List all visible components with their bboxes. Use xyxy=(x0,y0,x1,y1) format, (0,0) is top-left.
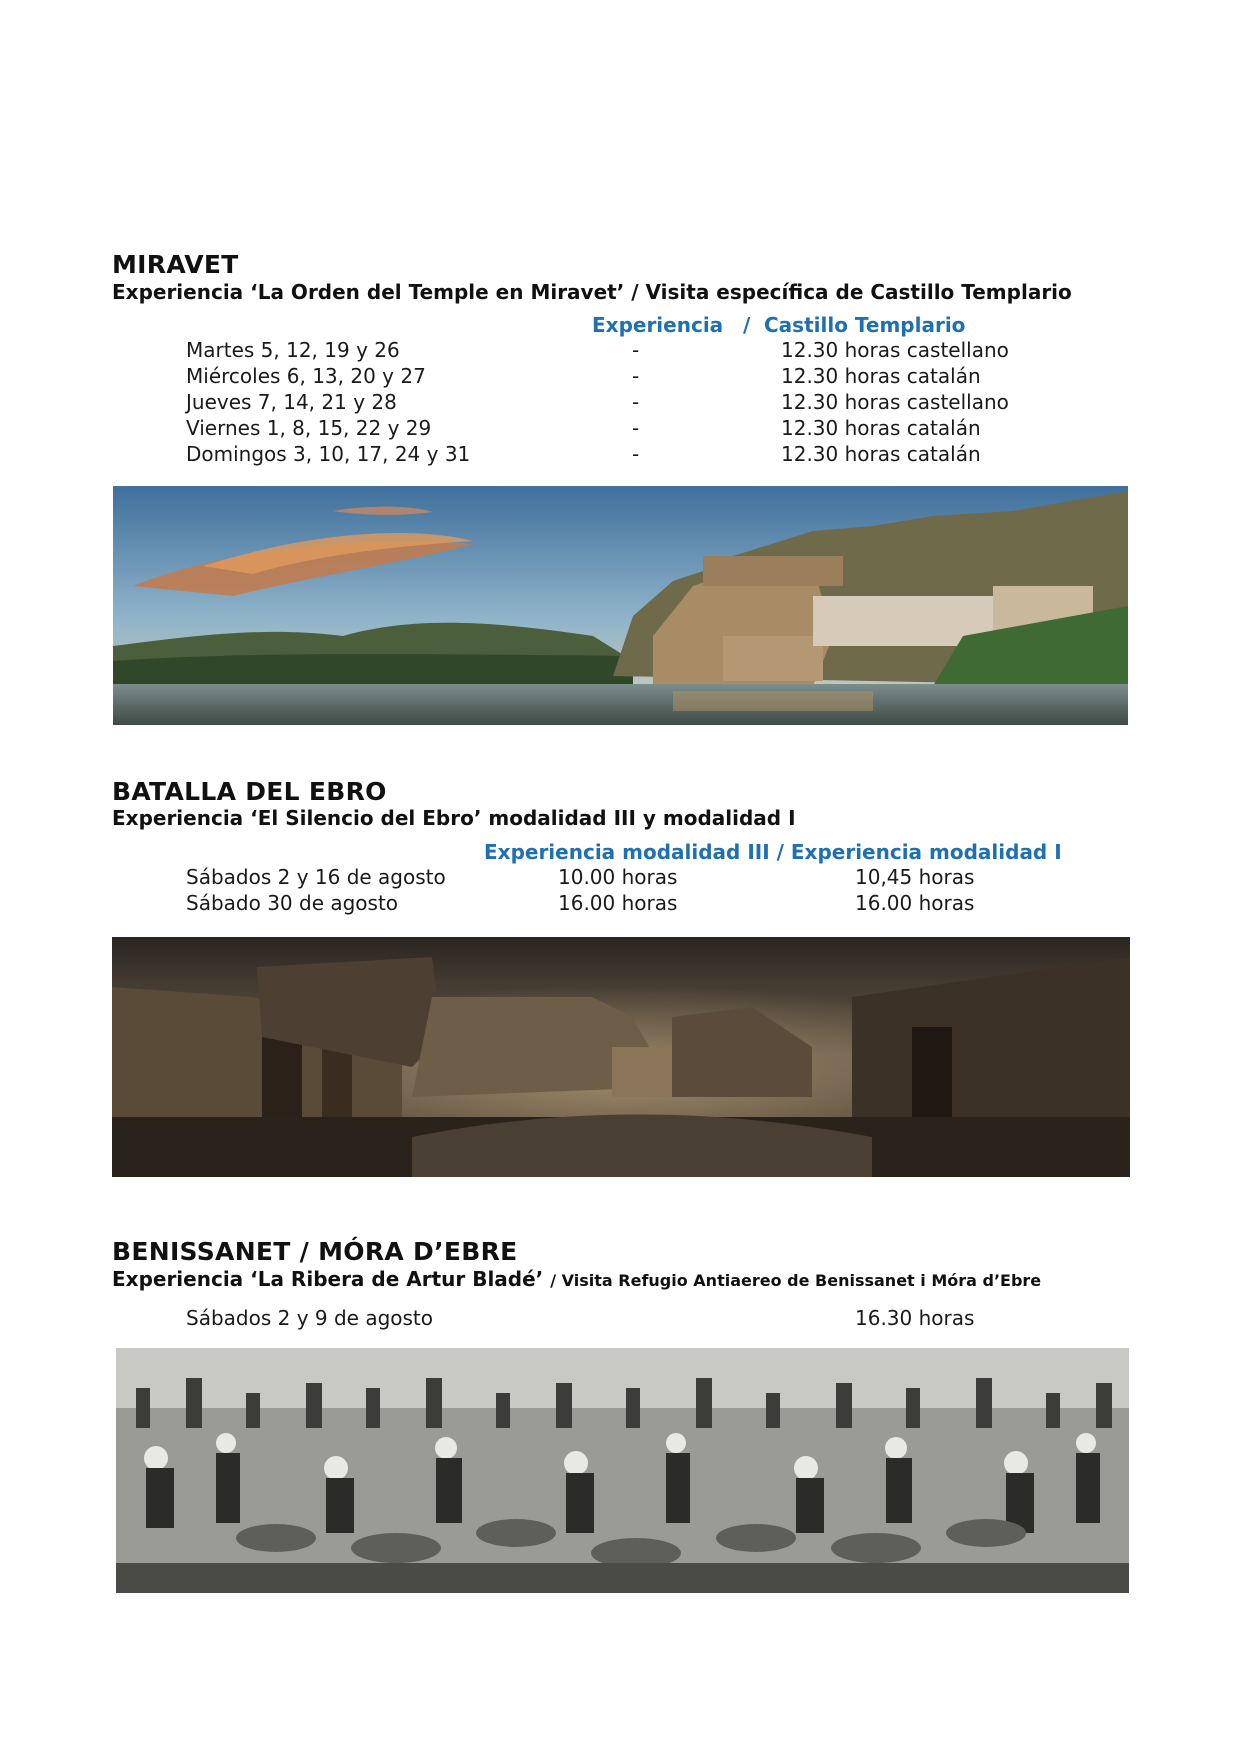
schedule-modalidad-iii: 10.00 horas xyxy=(558,865,678,889)
benissanet-subtitle-small: / Visita Refugio Antiaereo de Benissanet i Móra d’Ebre xyxy=(550,1271,1042,1290)
market-historic-photo xyxy=(116,1348,1129,1593)
schedule-experiencia: - xyxy=(632,442,640,466)
schedule-castillo: 12.30 horas catalán xyxy=(781,442,981,466)
schedule-time: 16.30 horas xyxy=(855,1306,975,1330)
miravet-col-header-sep: / xyxy=(743,313,751,337)
miravet-castle-photo xyxy=(113,486,1128,725)
schedule-modalidad-iii: 16.00 horas xyxy=(558,891,678,915)
benissanet-title: BENISSANET / MÓRA D’EBRE xyxy=(112,1237,518,1266)
schedule-modalidad-i: 16.00 horas xyxy=(855,891,975,915)
schedule-day: Sábados 2 y 9 de agosto xyxy=(186,1306,434,1330)
miravet-subtitle: Experiencia ‘La Orden del Temple en Miravet’ / Visita específica de Castillo Templario xyxy=(112,280,1072,304)
schedule-castillo: 12.30 horas castellano xyxy=(781,390,1009,414)
ebro-col-header: Experiencia modalidad III / Experiencia modalidad I xyxy=(484,840,1062,864)
ebro-ruins-photo xyxy=(112,937,1130,1177)
schedule-experiencia: - xyxy=(632,364,640,388)
schedule-castillo: 12.30 horas castellano xyxy=(781,338,1009,362)
ebro-title: BATALLA DEL EBRO xyxy=(112,777,387,806)
schedule-experiencia: - xyxy=(632,390,640,414)
schedule-experiencia: - xyxy=(632,416,640,440)
benissanet-subtitle-main: Experiencia ‘La Ribera de Artur Bladé’ xyxy=(112,1267,544,1291)
ebro-subtitle: Experiencia ‘El Silencio del Ebro’ modalidad III y modalidad I xyxy=(112,806,796,830)
schedule-day: Domingos 3, 10, 17, 24 y 31 xyxy=(186,442,471,466)
schedule-day: Sábados 2 y 16 de agosto xyxy=(186,865,446,889)
schedule-experiencia: - xyxy=(632,338,640,362)
schedule-day: Martes 5, 12, 19 y 26 xyxy=(186,338,400,362)
schedule-day: Viernes 1, 8, 15, 22 y 29 xyxy=(186,416,432,440)
benissanet-subtitle xyxy=(112,1267,1041,1291)
schedule-day: Jueves 7, 14, 21 y 28 xyxy=(186,390,397,414)
schedule-day: Sábado 30 de agosto xyxy=(186,891,399,915)
miravet-col-header-experiencia: Experiencia xyxy=(592,313,724,337)
miravet-col-header-castillo: Castillo Templario xyxy=(764,313,966,337)
schedule-castillo: 12.30 horas catalán xyxy=(781,364,981,388)
schedule-castillo: 12.30 horas catalán xyxy=(781,416,981,440)
schedule-modalidad-i: 10,45 horas xyxy=(855,865,975,889)
schedule-day: Miércoles 6, 13, 20 y 27 xyxy=(186,364,426,388)
miravet-title: MIRAVET xyxy=(112,250,239,279)
